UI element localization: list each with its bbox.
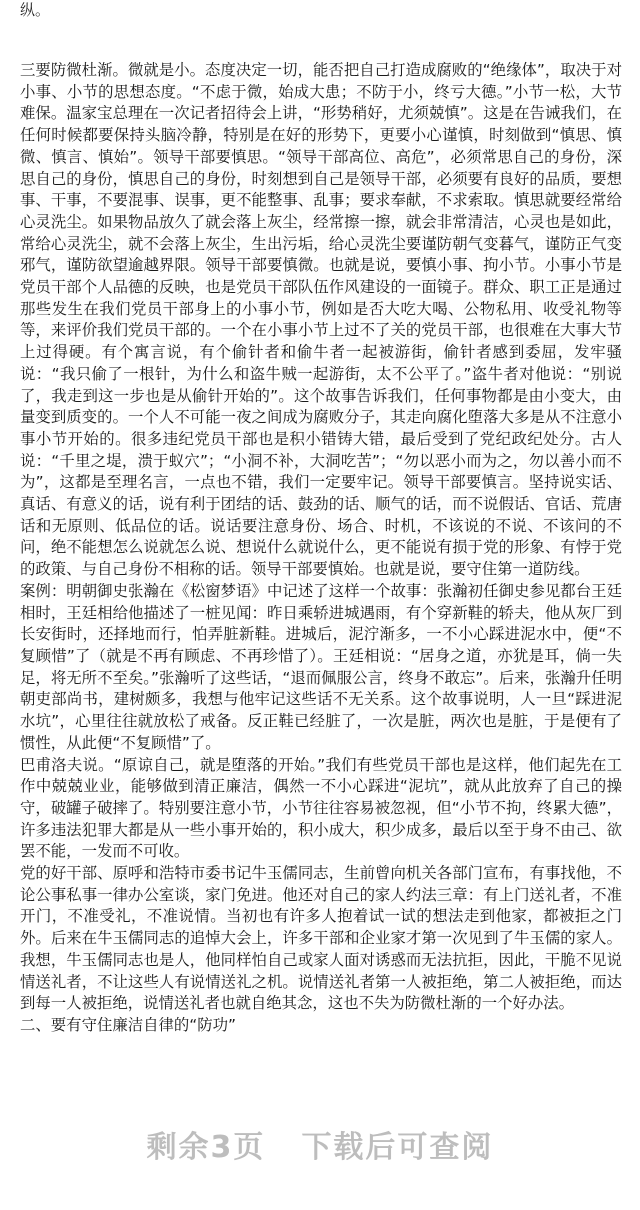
remaining-pages-text: 剩余3页	[146, 1130, 266, 1165]
download-prompt-banner[interactable]	[0, 1122, 640, 1166]
section-heading-fanggong: 二、要有守住廉洁自律的“防功”	[20, 1015, 237, 1034]
paragraph-case-zhanghan: 案例：明朝御史张瀚在《松窗梦语》中记述了这样一个故事：张瀚初任御史参见都台王廷相时，王廷相给他描述了一桩见闻：昨日乘轿进城遇雨，有个穿新鞋的轿夫，他从灰厂到长安街时，还择地而行，怕弄脏新鞋。进城后，泥泞渐多，一不小心踩进泥水中，便“不复顾惜”了（就是不再有顾虑、不再珍惜了）。王廷相说：“居身之道，亦犹是耳，倘一失足，将无所不至矣。”张瀚听了这些话，“退而佩服公言，终身不敢忘”。后来，张瀚升任明朝吏部尚书，建树颇多，我想与他牢记这些话不无关系。这个故事说明，人一旦“踩进泥水坑”，心里往往就放松了戒备。反正鞋已经脏了，一次是脏，两次也是脏，于是便有了惯性，从此便“不复顾惜”了。	[20, 581, 622, 752]
download-to-view-text: 下载后可查阅	[301, 1130, 494, 1165]
paragraph-niuyuru: 党的好干部、原呼和浩特市委书记牛玉儒同志，生前曾向机关各部门宣布，有事找他，不论公事私事一律办公室谈，家门免进。他还对自己的家人约法三章：有上门送礼者，不准开门，不准受礼，不准说情。当初也有许多人抱着试一试的想法走到他家，都被拒之门外。后来在牛玉儒同志的追悼大会上，许多干部和企业家才第一次见到了牛玉儒的家人。我想，牛玉儒同志也是人，他同样怕自己或家人面对诱惑而无法抗拒，因此，干脆不见说情送礼者，不让这些人有说情送礼之机。说情送礼者第一人被拒绝，第二人被拒绝，而达到每一人被拒绝，说情送礼者也就自绝其念，这也不失为防微杜渐的一个好办法。	[20, 864, 622, 1013]
previous-page-text-fragment: 纵。	[20, 1, 51, 19]
paragraph-fangwei-dujian: 三要防微杜渐。微就是小。态度决定一切，能否把自己打造成腐败的“绝缘体”，取决于对小事、小节的思想态度。“不虑于微，始成大患；不防于小，终亏大德。”小节一松，大节难保。温家宝总理在一次记者招待会上讲，“形势稍好，尤须兢慎”。这是在告诫我们，在任何时候都要保持头脑冷静，特别是在好的形势下，更要小心谨慎，时刻做到“慎思、慎微、慎言、慎始”。领导干部要慎思。“领导干部高位、高危”，必须常思自己的身份，深思自己的身份，慎思自己的身份，时刻想到自己是领导干部，必须要有良好的品质，要想事、干事，不要混事、误事，更不能整事、乱事；要求奉献，不求索取。慎思就要经常给心灵洗尘。如果物品放久了就会落上灰尘，经常擦一擦，就会非常清洁，心灵也是如此，常给心灵洗尘，就不会落上灰尘，生出污垢，给心灵洗尘要谨防朝气变暮气，谨防正气变邪气，谨防欲望逾越界限。领导干部要慎微。也就是说，要慎小事、拘小节。小事小节是党员干部个人品德的反映，也是党员干部队伍作风建设的一面镜子。群众、职工正是通过那些发生在我们党员干部身上的小事小节，例如是否大吃大喝、公物私用、收受礼物等等，来评价我们党员干部的。一个在小事小节上过不了关的党员干部，也很难在大事大节上过得硬。有个寓言说，有个偷针者和偷牛者一起被游街，偷针者感到委屈，发牢骚说：“我只偷了一根针，为什么和盗牛贼一起游街，太不公平了。”盗牛者对他说：“别说了，我走到这一步也是从偷针开始的”。这个故事告诉我们，任何事物都是由小变大，由量变到质变的。一个人不可能一夜之间成为腐败分子，其走向腐化堕落大多是从不注意小事小节开始的。很多违纪党员干部也是积小错铸大错，最后受到了党纪政纪处分。古人说：“千里之堤，溃于蚁穴”；“小洞不补，大洞吃苦”；“勿以恶小而为之，勿以善小而不为”，这都是至理名言，一点也不错，我们一定要牢记。领导干部要慎言。坚持说实话、真话、有意义的话，说有利于团结的话、鼓劲的话、顺气的话，而不说假话、官话、荒唐话和无原则、低品位的话。说话要注意身份、场合、时机，不该说的不说、不该问的不问，绝不能想怎么说就怎么说、想说什么就说什么，更不能说有损于党的形象、有悖于党的政策、与自己身份不相称的话。领导干部要慎始。也就是说，要守住第一道防线。	[20, 61, 622, 579]
paragraph-pavlov: 巴甫洛夫说。“原谅自己，就是堕落的开始。”我们有些党员干部也是这样，他们起先在工作中兢兢业业，能够做到清正廉洁，偶然一不小心踩进“泥坑”，就从此放弃了自己的操守，破罐子破摔了。特别要注意小节，小节往往容易被忽视，但“小节不拘，终累大德”，许多违法犯罪大都是从一些小事开始的，积小成大，积少成多，最后以至于身不由己、欲罢不能，一发而不可收。	[20, 755, 622, 861]
document-body	[20, 60, 622, 1037]
